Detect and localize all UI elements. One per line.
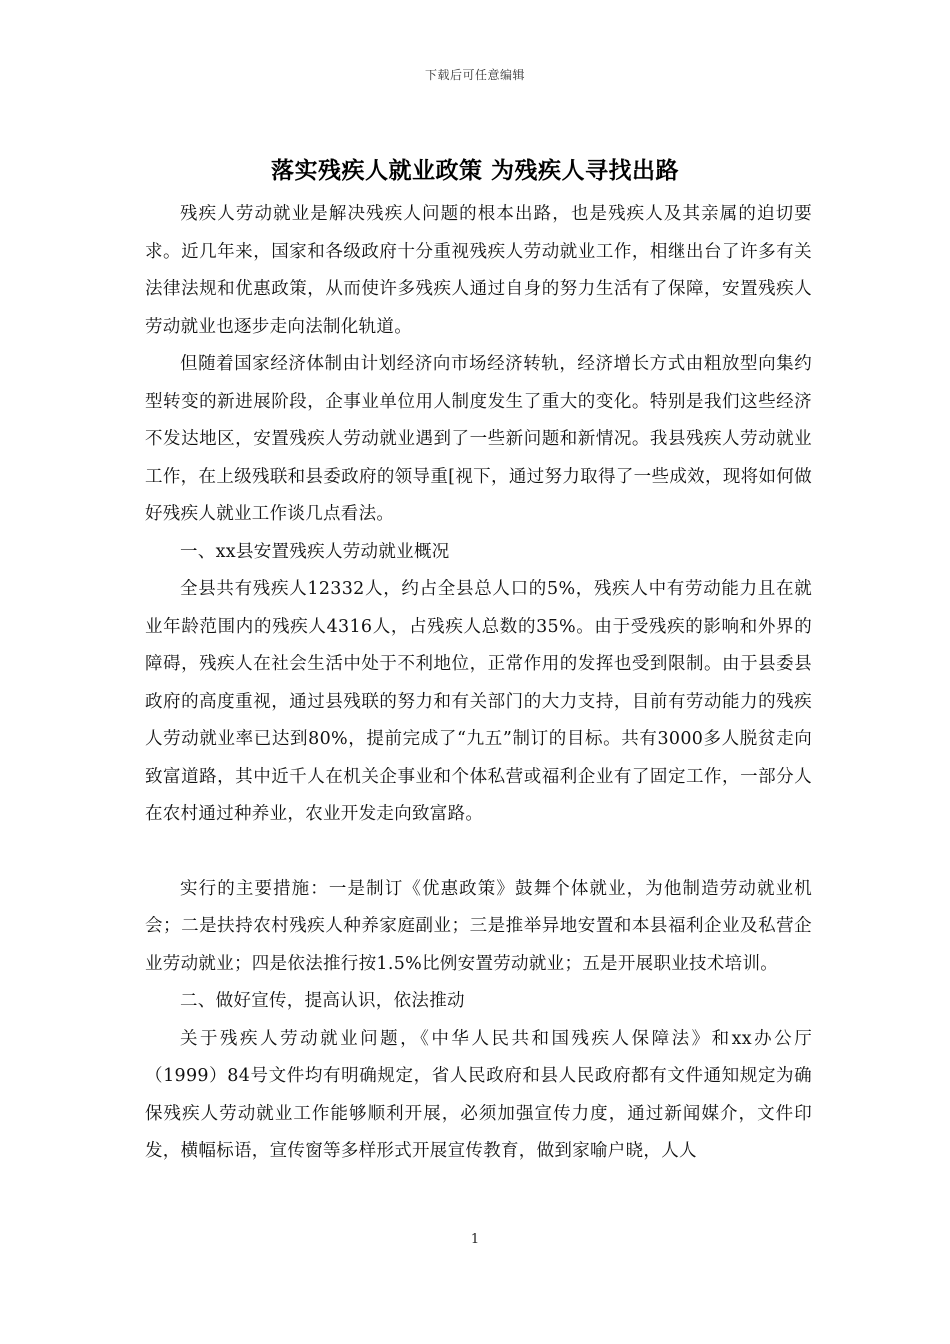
section-heading-2: 二、做好宣传，提高认识，依法推动 <box>180 991 465 1011</box>
section-heading-1: 一、xx县安置残疾人劳动就业概况 <box>180 541 450 562</box>
document-title: 落实残疾人就业政策 为残疾人寻找出路 <box>270 157 679 184</box>
paragraph-background: 但随着国家经济体制由计划经济向市场经济转轨，经济增长方式由粗放型向集约型转变的新进展阶段，企事业单位用人制度发生了重大的变化。特别是我们这些经济不发达地区，安置残疾人劳动就业遇到了一些新问题和新情况。我县残疾人劳动就业工作，在上级残联和县委政府的领导重[视下，通过努力取得了一些成效，现将如何做好残疾人就业工作谈几点看法。 <box>145 354 812 524</box>
page-header-note: 下载后可任意编辑 <box>424 68 525 82</box>
paragraph-overview: 全县共有残疾人12332人，约占全县总人口的5%，残疾人中有劳动能力且在就业年龄范围内的残疾人4316人，占残疾人总数的35%。由于受残疾的影响和外界的障碍，残疾人在社会生活中处于不利地位，正常作用的发挥也受到限制。由于县委县政府的高度重视，通过县残联的努力和有关部门的大力支持，目前有劳动能力的残疾人劳动就业率已达到80%，提前完成了“九五”制订的目标。共有3000多人脱贫走向致富道路，其中近千人在机关企事业和个体私营或福利企业有了固定工作，一部分人在农村通过种养业，农业开发走向致富路。 <box>145 579 812 824</box>
paragraph-intro: 残疾人劳动就业是解决残疾人问题的根本出路，也是残疾人及其亲属的迫切要求。近几年来，国家和各级政府十分重视残疾人劳动就业工作，相继出台了许多有关法律法规和优惠政策，从而使许多残疾人通过自身的努力生活有了保障，安置残疾人劳动就业也逐步走向法制化轨道。 <box>145 204 812 337</box>
paragraph-measures: 实行的主要措施：一是制订《优惠政策》鼓舞个体就业，为他制造劳动就业机会；二是扶持农村残疾人种养家庭副业；三是推举异地安置和本县福利企业及私营企业劳动就业；四是依法推行按1.5%比例安置劳动就业；五是开展职业技术培训。 <box>145 878 812 974</box>
paragraph-publicity: 关于残疾人劳动就业问题，《中华人民共和国残疾人保障法》和xx办公厅（1999）84号文件均有明确规定，省人民政府和县人民政府都有文件通知规定为确保残疾人劳动就业工作能够顺利开展，必须加强宣传力度，通过新闻媒介，文件印发，横幅标语，宣传窗等多样形式开展宣传教育，做到家喻户晓，人人 <box>145 1028 812 1161</box>
document-body <box>145 196 812 1171</box>
page-number: 1 <box>470 1232 480 1247</box>
